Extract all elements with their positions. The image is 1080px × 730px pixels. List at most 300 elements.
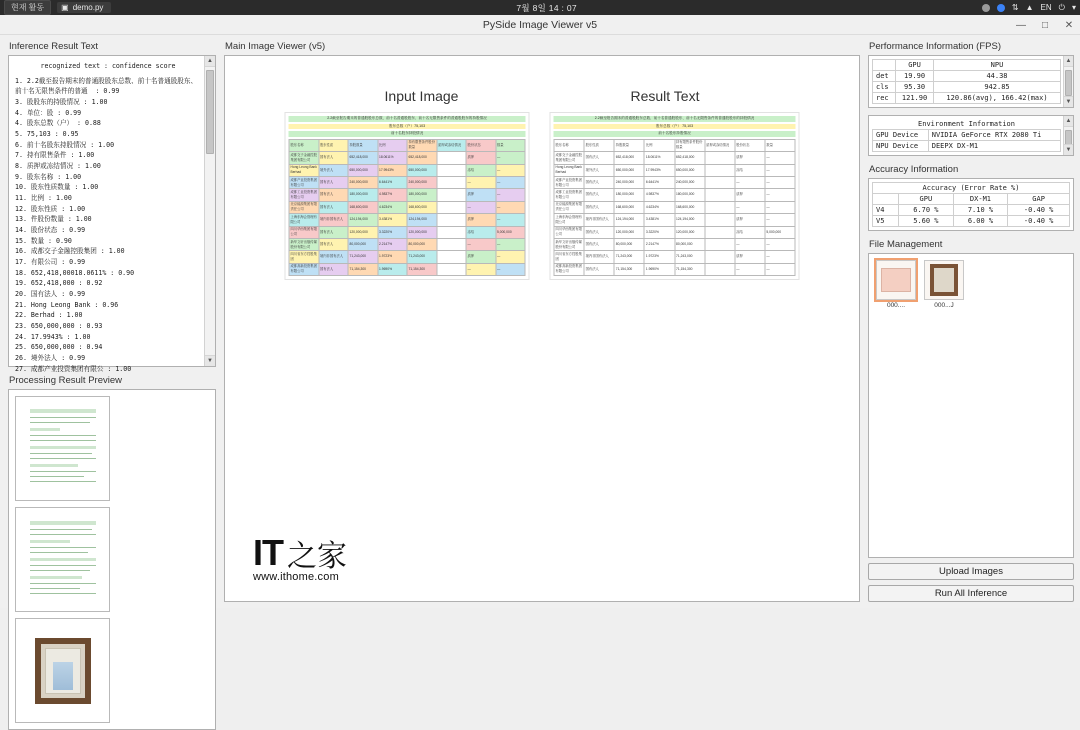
record-icon[interactable] xyxy=(982,4,990,12)
table-cell: 成都工业投资集团有限公司 xyxy=(289,189,319,201)
metric-value: 95.30 xyxy=(896,82,934,93)
table-row[interactable] xyxy=(289,263,525,275)
scroll-up-icon[interactable]: ▲ xyxy=(205,56,215,67)
table-row[interactable] xyxy=(554,214,795,226)
table-cell xyxy=(705,251,735,263)
table-row[interactable] xyxy=(289,238,525,250)
table-cell: 北京能源集团有限责任公司 xyxy=(554,201,584,213)
ocr-line: 27. 成都产业投资集团有限公 : 1.00 xyxy=(15,364,132,373)
table-header-cell: GPU xyxy=(896,60,934,71)
environment-scrollbar[interactable] xyxy=(1063,116,1073,155)
window-controls[interactable] xyxy=(1014,15,1076,35)
device-value: DEEPX DX-M1 xyxy=(928,141,1060,152)
table-cell: 境外法人 xyxy=(584,164,614,176)
result-text-title: Result Text xyxy=(630,88,700,104)
table-header-cell: 持股数量 xyxy=(348,139,378,151)
table-cell xyxy=(437,164,467,176)
table-cell xyxy=(437,189,467,201)
table-row[interactable] xyxy=(554,176,795,188)
table-cell: 成都高新投资集团有限公司 xyxy=(289,263,319,275)
table-cell xyxy=(437,226,467,238)
ocr-line: 9. 股东名称 : 1.00 xyxy=(15,172,82,181)
ocr-line: 19. 652,418,000 : 0.92 xyxy=(15,279,103,288)
watermark-url: www.ithome.com xyxy=(253,571,339,583)
table-header-cell: 比例 xyxy=(644,139,674,151)
table-cell: — xyxy=(735,176,765,188)
table-cell: — xyxy=(466,201,496,213)
table-cell: 北京能源集团有限责任公司 xyxy=(289,201,319,213)
table-header-cell: 股份状态 xyxy=(466,139,496,151)
table-cell: 成都高新投资集团有限公司 xyxy=(554,263,584,275)
table-row[interactable] xyxy=(289,152,525,164)
minimize-button[interactable]: — xyxy=(1016,19,1026,31)
table-cell: 17.9943% xyxy=(644,164,674,176)
table-cell: 冻结 xyxy=(466,164,496,176)
table-cell: 成都工业投资集团有限公司 xyxy=(554,189,584,201)
table-header-cell: 股东性质 xyxy=(584,139,614,151)
table-cell: 国有法人 xyxy=(319,189,349,201)
table-cell: 质押 xyxy=(735,214,765,226)
table-cell xyxy=(705,176,735,188)
table-cell: 国有法人 xyxy=(584,152,614,164)
window-task-chip[interactable] xyxy=(57,2,111,13)
maximize-button[interactable]: □ xyxy=(1041,19,1049,31)
ocr-line: 26. 境外法人 : 0.99 xyxy=(15,354,86,363)
ocr-line: 4. 股东总数（户） : 0.88 xyxy=(15,119,101,128)
table-header-cell: 持股数量 xyxy=(614,139,644,151)
table-cell: 240,000,000 xyxy=(348,176,378,188)
table-header-row xyxy=(873,194,1070,205)
document-thumbnail-2 xyxy=(24,516,102,604)
watermark-cn: 之家 xyxy=(287,538,347,574)
table-cell: — xyxy=(765,251,795,263)
table-cell: 冻结 xyxy=(735,226,765,238)
app-window xyxy=(0,15,1080,608)
table-cell: 652,418,000 xyxy=(407,152,437,164)
table-header-cell: 股东性质 xyxy=(319,139,349,151)
run-all-inference-button[interactable]: Run All Inference xyxy=(868,585,1074,602)
ocr-line: 1. 2.2截至报告期末的普通股股东总数、前十名普通股股东、 xyxy=(15,76,198,85)
table-header-cell: 质押或冻结情况 xyxy=(437,139,467,151)
table-cell: — xyxy=(765,201,795,213)
ocr-line: 17. 有限公司 : 0.99 xyxy=(15,258,86,267)
bluetooth-icon[interactable] xyxy=(997,4,1005,12)
table-cell: 168,600,000 xyxy=(348,201,378,213)
result-doc-section: 前十名股东持股情况 xyxy=(554,131,796,137)
input-doc-subheading: 股东总数（户）75,103 xyxy=(289,124,526,130)
table-cell: — xyxy=(735,263,765,275)
scroll-down-icon[interactable]: ▼ xyxy=(1064,144,1073,155)
result-text-document[interactable] xyxy=(550,112,800,280)
volume-icon[interactable]: ▲ xyxy=(1025,3,1034,12)
table-header-cell: 持有限售条件股份数量 xyxy=(675,139,705,151)
table-cell xyxy=(705,263,735,275)
table-cell: 80,000,000 xyxy=(348,238,378,250)
accuracy-panel xyxy=(868,178,1074,231)
table-cell: 4.9837% xyxy=(378,189,408,201)
accuracy-value: 6.70 % xyxy=(899,205,954,216)
table-row[interactable] xyxy=(554,152,795,164)
table-cell: 2.2147% xyxy=(378,238,408,250)
table-cell: Hong Leong Bank Berhad xyxy=(289,164,319,176)
table-cell xyxy=(437,152,467,164)
table-header-cell: 股东名称 xyxy=(554,139,584,151)
ocr-line: 15. 数量 : 0.90 xyxy=(15,236,72,245)
table-cell: — xyxy=(496,152,526,164)
ocr-line: 21. Hong Leong Bank : 0.96 xyxy=(15,300,119,309)
upload-images-button[interactable]: Upload Images xyxy=(868,563,1074,580)
table-cell: 6.6441% xyxy=(644,176,674,188)
table-row[interactable] xyxy=(554,189,795,201)
scroll-up-icon[interactable]: ▲ xyxy=(1064,116,1073,127)
table-cell xyxy=(705,201,735,213)
main-content xyxy=(0,35,1080,608)
performance-label: Performance Information (FPS) xyxy=(869,41,1001,52)
main-image-viewer[interactable] xyxy=(224,55,860,602)
table-cell: — xyxy=(765,164,795,176)
metric-name: cls xyxy=(873,82,896,93)
main-viewer-label: Main Image Viewer (v5) xyxy=(225,41,326,52)
table-cell: 国有法人 xyxy=(584,189,614,201)
table-cell: 168,600,000 xyxy=(675,201,705,213)
table-cell: — xyxy=(496,263,526,275)
table-row xyxy=(873,141,1061,152)
table-cell xyxy=(705,226,735,238)
scrollbar-thumb[interactable] xyxy=(1065,70,1072,96)
table-cell: 3.4381% xyxy=(644,214,674,226)
table-header-cell: 比例 xyxy=(378,139,408,151)
processing-preview-list[interactable] xyxy=(8,389,216,730)
table-cell: 1.9690% xyxy=(644,263,674,275)
table-cell: 180,000,000 xyxy=(348,189,378,201)
file-thumbnail[interactable] xyxy=(876,260,916,300)
file-name: 000.... xyxy=(886,302,906,309)
environment-table xyxy=(872,129,1061,152)
table-cell: 冻结 xyxy=(466,226,496,238)
environment-panel[interactable] xyxy=(868,115,1074,156)
table-row[interactable] xyxy=(554,238,795,250)
accuracy-value: -0.40 % xyxy=(1008,205,1070,216)
table-row xyxy=(873,71,1061,82)
ocr-line: 5. 75,103 : 0.95 xyxy=(15,130,79,139)
table-cell: 2.2147% xyxy=(644,238,674,250)
table-cell: 国有法人 xyxy=(584,238,614,250)
ocr-line: 4. 单位：股 : 0.99 xyxy=(15,108,82,117)
metric-value: 19.90 xyxy=(896,71,934,82)
photo-thumbnail-1 xyxy=(35,638,91,704)
list-item[interactable] xyxy=(15,618,110,723)
input-doc-table xyxy=(289,139,526,276)
activities-chip[interactable]: 현재 활동 xyxy=(4,0,51,15)
device-label: GPU Device xyxy=(873,130,929,141)
ocr-line: 24. 17.9943% : 1.00 xyxy=(15,332,91,341)
table-cell: 境内非国有法人 xyxy=(584,251,614,263)
table-header-cell xyxy=(873,60,896,71)
table-cell: 124,194,000 xyxy=(675,214,705,226)
table-cell: 质押 xyxy=(466,251,496,263)
inference-result-textarea[interactable] xyxy=(8,55,216,373)
table-row[interactable] xyxy=(554,263,795,275)
performance-scrollbar[interactable] xyxy=(1063,56,1073,107)
table-cell: — xyxy=(735,201,765,213)
power-icon[interactable]: ⏻ xyxy=(1058,2,1065,12)
table-row[interactable] xyxy=(554,201,795,213)
table-cell: 境内非国有法人 xyxy=(319,251,349,263)
system-tray[interactable] xyxy=(982,3,1076,13)
ocr-line: 23. 650,000,000 : 0.93 xyxy=(15,322,103,331)
table-cell: 国有法人 xyxy=(584,263,614,275)
table-cell: 124,194,000 xyxy=(407,214,437,226)
table-cell xyxy=(437,176,467,188)
accuracy-value: 6.00 % xyxy=(953,216,1008,227)
table-cell: 国有法人 xyxy=(319,152,349,164)
table-cell: — xyxy=(496,238,526,250)
scroll-down-icon[interactable]: ▼ xyxy=(1064,96,1073,107)
device-value: NVIDIA GeForce RTX 2080 Ti xyxy=(928,130,1060,141)
table-header-cell: 质押或冻结情况 xyxy=(705,139,735,151)
window-task-label: demo.py xyxy=(72,3,104,12)
table-cell: Hong Leong Bank Berhad xyxy=(554,164,584,176)
table-cell: 168,600,000 xyxy=(614,201,644,213)
table-cell: — xyxy=(735,238,765,250)
table-cell: 3.3220% xyxy=(378,226,408,238)
scroll-up-icon[interactable]: ▲ xyxy=(1064,56,1073,67)
table-cell: 180,000,000 xyxy=(407,189,437,201)
table-row[interactable] xyxy=(289,201,525,213)
list-item[interactable] xyxy=(15,396,110,501)
file-name: 000...J xyxy=(934,302,954,309)
metric-name: det xyxy=(873,71,896,82)
table-cell: 652,418,000 xyxy=(348,152,378,164)
table-cell: — xyxy=(466,176,496,188)
metric-value: 121.90 xyxy=(896,93,934,104)
table-cell: 240,000,000 xyxy=(614,176,644,188)
list-item[interactable] xyxy=(875,260,917,309)
table-cell: 境内非国有法人 xyxy=(319,214,349,226)
table-cell: 3.3220% xyxy=(644,226,674,238)
accuracy-label: Accuracy Information xyxy=(869,164,959,175)
table-cell: 5,000,000 xyxy=(496,226,526,238)
table-cell: 650,000,000 xyxy=(675,164,705,176)
ocr-line: 前十名无限售条件的普通 : 0.99 xyxy=(15,87,120,96)
table-cell: 5,000,000 xyxy=(765,226,795,238)
table-cell: — xyxy=(496,189,526,201)
table-cell: — xyxy=(765,238,795,250)
table-cell: 成都交子金融控股集团有限公司 xyxy=(554,152,584,164)
framed-photo-thumbnail xyxy=(930,264,958,296)
accuracy-value: 7.10 % xyxy=(953,205,1008,216)
ocr-line: 18. 652,418,00018.0611% : 0.90 xyxy=(15,268,135,277)
table-cell: — xyxy=(466,238,496,250)
accuracy-table xyxy=(872,182,1070,227)
scroll-down-icon[interactable]: ▼ xyxy=(205,355,215,366)
table-row[interactable] xyxy=(554,226,795,238)
table-cell: 国有法人 xyxy=(319,263,349,275)
table-cell: 上海东海会管理有限公司 xyxy=(554,214,584,226)
table-cell: 质押 xyxy=(466,152,496,164)
table-cell: 成都产业投资集团有限公司 xyxy=(554,176,584,188)
table-body xyxy=(873,71,1061,104)
table-cell: 652,418,000 xyxy=(614,152,644,164)
table-row[interactable] xyxy=(289,176,525,188)
table-cell xyxy=(705,238,735,250)
table-cell: 国有法人 xyxy=(584,226,614,238)
table-cell xyxy=(705,164,735,176)
table-cell: 6.6441% xyxy=(378,176,408,188)
performance-panel[interactable] xyxy=(868,55,1074,108)
table-cell: 3.4381% xyxy=(378,214,408,226)
table-cell: 80,000,000 xyxy=(614,238,644,250)
ocr-line: 11. 比例 : 1.00 xyxy=(15,194,72,203)
result-doc-table xyxy=(554,139,796,276)
table-cell: 120,000,000 xyxy=(675,226,705,238)
right-panel xyxy=(868,41,1074,602)
table-cell xyxy=(437,251,467,263)
table-cell xyxy=(437,263,467,275)
table-header-cell: DX-M1 xyxy=(953,194,1008,205)
table-cell: 80,000,000 xyxy=(407,238,437,250)
file-thumbnail[interactable] xyxy=(924,260,964,300)
watermark-logo xyxy=(253,532,347,574)
close-button[interactable]: ✕ xyxy=(1064,19,1074,31)
table-cell: 240,000,000 xyxy=(675,176,705,188)
table-cell: 17.9943% xyxy=(378,164,408,176)
list-item[interactable] xyxy=(923,260,965,309)
metric-value: 120.86(avg), 166.42(max) xyxy=(934,93,1061,104)
table-cell: — xyxy=(765,214,795,226)
window-title: PySide Image Viewer v5 xyxy=(482,18,598,31)
chevron-down-icon[interactable]: ▾ xyxy=(1072,3,1077,12)
inference-result-content xyxy=(9,56,215,378)
table-cell: — xyxy=(765,263,795,275)
table-cell: 成都交子金融控股集团有限公司 xyxy=(289,152,319,164)
table-cell: 4.9837% xyxy=(644,189,674,201)
scrollbar-thumb[interactable] xyxy=(206,70,214,154)
document-comparison xyxy=(285,112,800,280)
table-cell: 四川省东方控股集团 xyxy=(289,251,319,263)
table-row[interactable] xyxy=(289,164,525,176)
table-row xyxy=(873,205,1070,216)
file-management-label: File Management xyxy=(869,239,943,250)
table-row xyxy=(873,82,1061,93)
table-cell: 国有法人 xyxy=(584,176,614,188)
table-cell xyxy=(705,189,735,201)
processing-preview-label: Processing Result Preview xyxy=(9,375,122,386)
table-cell: 新华文轩出版传媒股份有限公司 xyxy=(289,238,319,250)
pink-document-thumbnail xyxy=(881,268,911,292)
table-cell: 国有法人 xyxy=(319,201,349,213)
table-row[interactable] xyxy=(289,226,525,238)
clock: 7월 8일 14 : 07 xyxy=(516,2,577,13)
table-cell: 境外法人 xyxy=(319,164,349,176)
inference-result-scrollbar[interactable] xyxy=(204,56,215,366)
ocr-line: 8. 质押或冻结情况 : 1.00 xyxy=(15,162,101,171)
table-cell: 168,600,000 xyxy=(407,201,437,213)
table-cell: 650,000,000 xyxy=(614,164,644,176)
ocr-line: 6. 前十名股东持股情况 : 1.00 xyxy=(15,140,115,149)
table-cell: 71,154,300 xyxy=(348,263,378,275)
table-cell: 124,194,000 xyxy=(348,214,378,226)
ocr-line: 10. 股东性质数量 : 1.00 xyxy=(15,183,99,192)
table-cell: — xyxy=(496,164,526,176)
table-cell: 71,243,000 xyxy=(675,251,705,263)
table-cell: 四川华西集团有限公司 xyxy=(289,226,319,238)
pane-titles xyxy=(225,88,859,104)
input-image-document[interactable] xyxy=(285,112,530,280)
table-cell: 71,243,000 xyxy=(407,251,437,263)
device-label: NPU Device xyxy=(873,141,929,152)
environment-title: Environment Information xyxy=(918,120,1015,128)
table-row xyxy=(873,216,1070,227)
network-icon[interactable]: ⇅ xyxy=(1011,3,1019,12)
table-row[interactable] xyxy=(554,251,795,263)
table-body xyxy=(289,152,525,276)
table-row[interactable] xyxy=(289,214,525,226)
table-cell: 1.9723% xyxy=(378,251,408,263)
table-cell: 1.9723% xyxy=(644,251,674,263)
ocr-line: 22. Berhad : 1.00 xyxy=(15,311,83,320)
table-cell: — xyxy=(496,214,526,226)
table-cell: 国有法人 xyxy=(319,176,349,188)
accuracy-value: -0.40 % xyxy=(1008,216,1070,227)
table-cell: 180,000,000 xyxy=(614,189,644,201)
watermark-it: IT xyxy=(253,532,283,574)
table-cell: 境内非国有法人 xyxy=(584,214,614,226)
table-cell: 4.6234% xyxy=(644,201,674,213)
accuracy-value: 5.60 % xyxy=(899,216,954,227)
table-body xyxy=(873,130,1061,152)
table-cell: 650,000,000 xyxy=(407,164,437,176)
table-cell: 71,154,300 xyxy=(407,263,437,275)
table-cell xyxy=(705,214,735,226)
result-doc-subheading: 股东总数（户） 75,103 xyxy=(554,124,796,130)
table-cell: — xyxy=(765,152,795,164)
ocr-line: 20. 国有法人 : 0.99 xyxy=(15,290,86,299)
table-cell xyxy=(705,152,735,164)
file-management-list[interactable] xyxy=(868,253,1074,558)
table-header-cell: GPU xyxy=(899,194,954,205)
table-cell: 4.6234% xyxy=(378,201,408,213)
os-top-bar xyxy=(0,0,1080,15)
input-doc-section: 前十名股东持股情况 xyxy=(289,131,526,137)
table-cell: 650,000,000 xyxy=(348,164,378,176)
table-header-row xyxy=(554,139,795,151)
table-cell: 71,154,300 xyxy=(614,263,644,275)
table-cell: 180,000,000 xyxy=(675,189,705,201)
table-cell: 新华文轩出版传媒股份有限公司 xyxy=(554,238,584,250)
python-file-icon: ▣ xyxy=(61,3,69,12)
table-cell: — xyxy=(466,263,496,275)
table-row[interactable] xyxy=(289,251,525,263)
table-header-cell xyxy=(873,194,899,205)
table-row[interactable] xyxy=(289,189,525,201)
keyboard-layout[interactable]: EN xyxy=(1040,3,1052,12)
table-cell: 冻结 xyxy=(735,164,765,176)
table-header-cell: GAP xyxy=(1008,194,1070,205)
table-cell: 71,154,300 xyxy=(675,263,705,275)
table-cell xyxy=(437,214,467,226)
table-header-cell: 股东名称 xyxy=(289,139,319,151)
title-bar xyxy=(0,15,1080,35)
table-cell: 71,243,000 xyxy=(614,251,644,263)
table-row[interactable] xyxy=(554,164,795,176)
table-cell: 652,418,000 xyxy=(675,152,705,164)
list-item[interactable] xyxy=(15,507,110,612)
table-header-cell: 股份状态 xyxy=(735,139,765,151)
ocr-line: 16. 成都交子金融控股集团 : 1.00 xyxy=(15,247,125,256)
table-cell: — xyxy=(496,176,526,188)
ocr-line: 3. 股股东的持股情况 : 1.00 xyxy=(15,98,108,107)
